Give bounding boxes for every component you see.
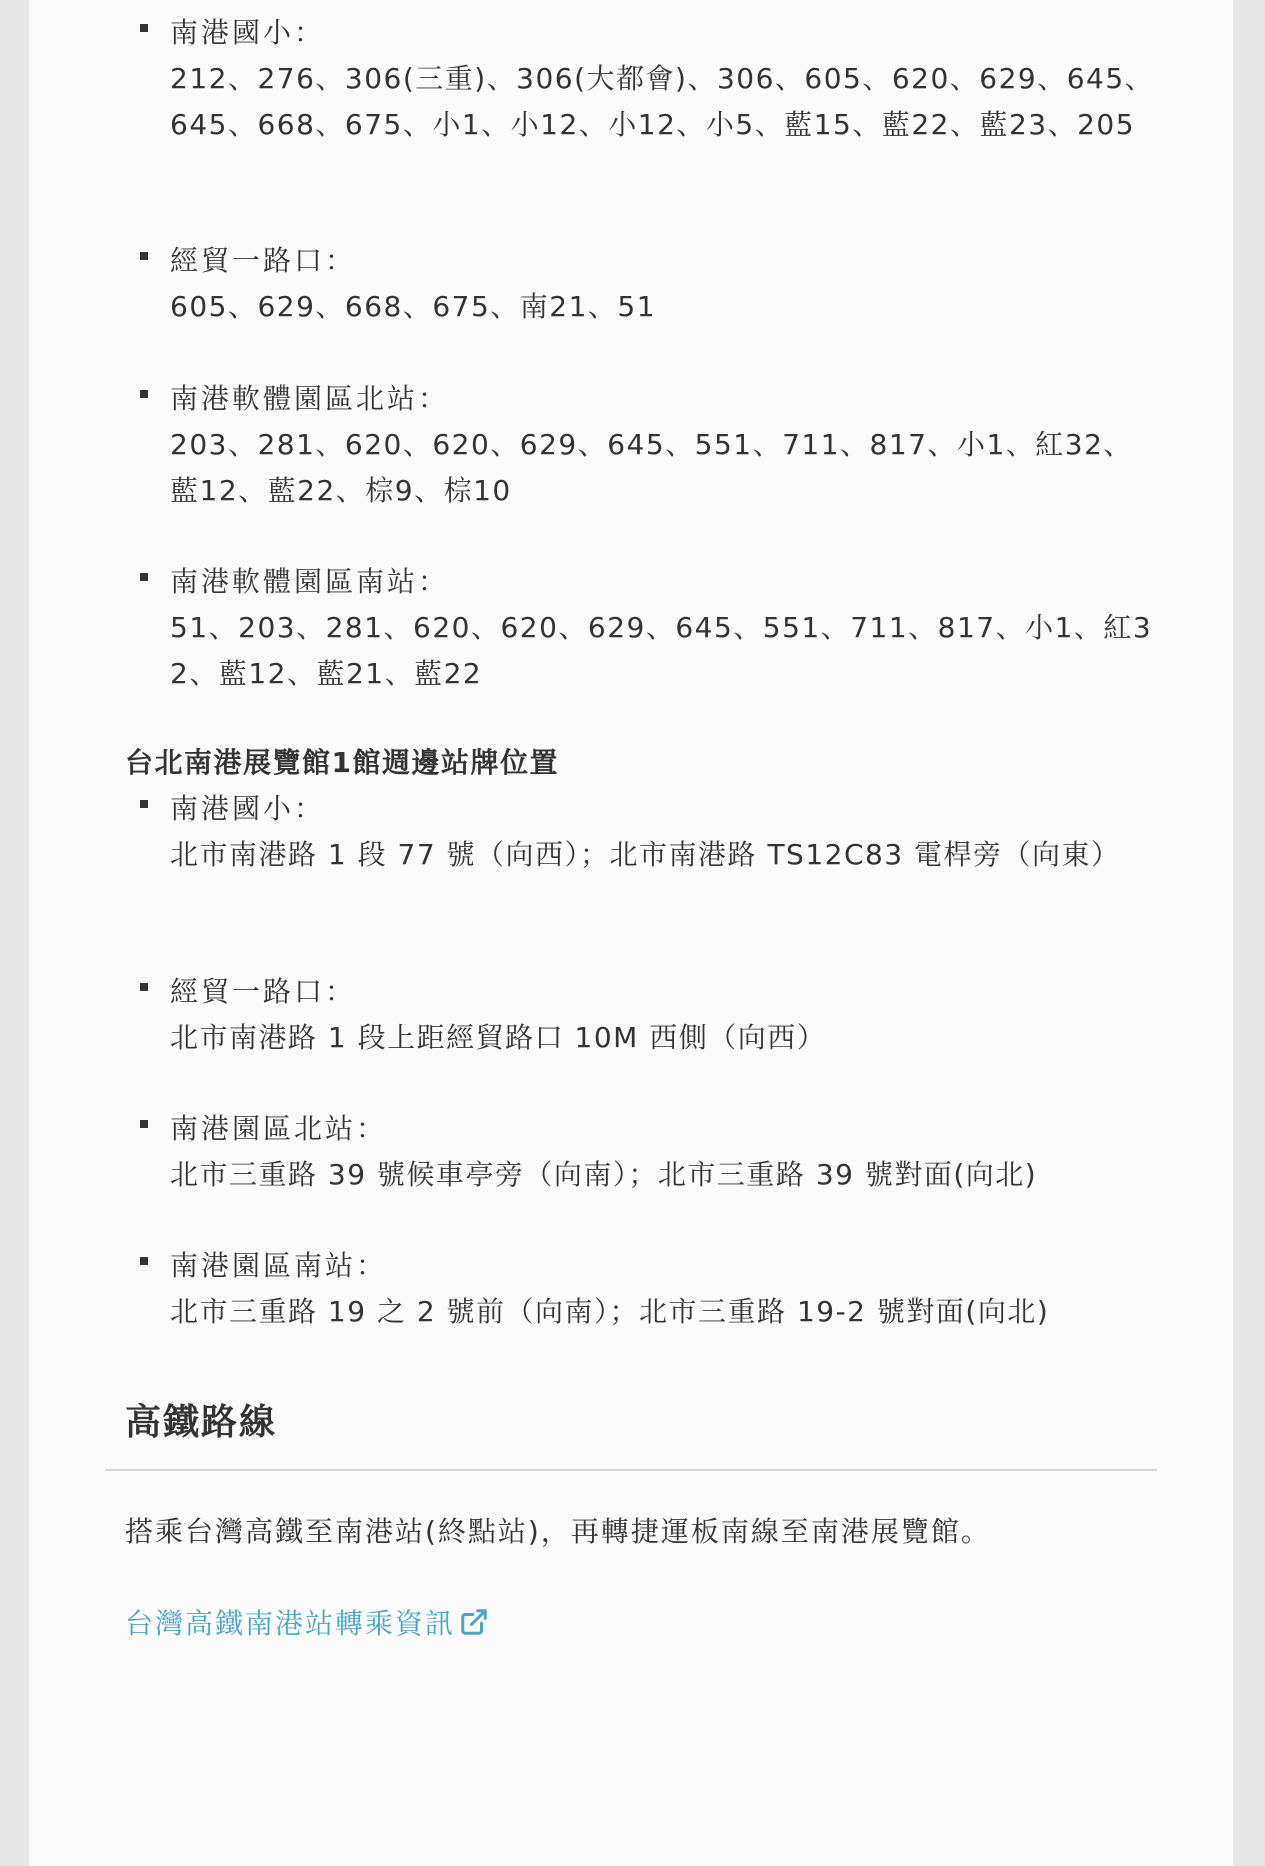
list-item [29,376,1160,559]
stop-name: 南港國小： [170,792,326,825]
square-bullet-icon [140,24,148,32]
square-bullet-icon [140,573,148,581]
bus-route-list [29,10,1160,719]
stop-routes: 605、629、668、675、南21、51 [170,290,657,323]
square-bullet-icon [140,800,148,808]
stop-name: 南港園區南站： [170,1249,388,1282]
stop-name: 南港軟體園區北站： [170,382,450,415]
list-item [29,786,1160,969]
stop-location: 北市南港路 1 段上距經貿路口 10M 西側（向西） [170,1021,827,1054]
square-bullet-icon [140,390,148,398]
square-bullet-icon [140,252,148,260]
stop-location: 北市南港路 1 段 77 號（向西）；北市南港路 TS12C83 電桿旁（向東） [170,838,1121,871]
hsr-transfer-link[interactable] [125,1602,489,1642]
stop-name: 南港國小： [170,16,326,49]
hsr-heading: 高鐵路線 [125,1402,278,1443]
list-item [29,1106,1160,1243]
square-bullet-icon [140,1120,148,1128]
stop-routes: 203、281、620、620、629、645、551、711、817、小1、紅32、藍12、藍22、棕9、棕10 [170,428,1133,507]
stop-name: 南港園區北站： [170,1112,388,1145]
list-item [29,238,1160,376]
hsr-description: 搭乘台灣高鐵至南港站(終點站)，再轉捷運板南線至南港展覽館。 [125,1515,991,1548]
external-link-icon [459,1607,489,1637]
stop-routes: 212、276、306(三重)、306(大都會)、306、605、620、629、645、645、668、675、小1、小12、小12、小5、藍15、藍22、藍23、205 [170,62,1155,141]
stop-location-list [29,786,1160,1380]
list-item [29,969,1160,1106]
hsr-transfer-link-label: 台灣高鐵南港站轉乘資訊 [125,1607,456,1640]
stop-locations-title: 台北南港展覽館1館週邊站牌位置 [125,746,559,779]
page-content [29,0,1233,1866]
list-item [29,1243,1160,1380]
stop-routes: 51、203、281、620、620、629、645、551、711、817、小1、紅32、藍12、藍21、藍22 [170,611,1153,690]
square-bullet-icon [140,1257,148,1265]
list-item [29,10,1160,238]
stop-location: 北市三重路 19 之 2 號前（向南）；北市三重路 19-2 號對面(向北) [170,1295,1050,1328]
stop-location: 北市三重路 39 號候車亭旁（向南）；北市三重路 39 號對面(向北) [170,1158,1038,1191]
section-divider [105,1469,1157,1471]
square-bullet-icon [140,983,148,991]
stop-name: 南港軟體園區南站： [170,565,450,598]
list-item [29,559,1160,719]
stop-name: 經貿一路口： [170,975,357,1008]
stop-name: 經貿一路口： [170,244,357,277]
